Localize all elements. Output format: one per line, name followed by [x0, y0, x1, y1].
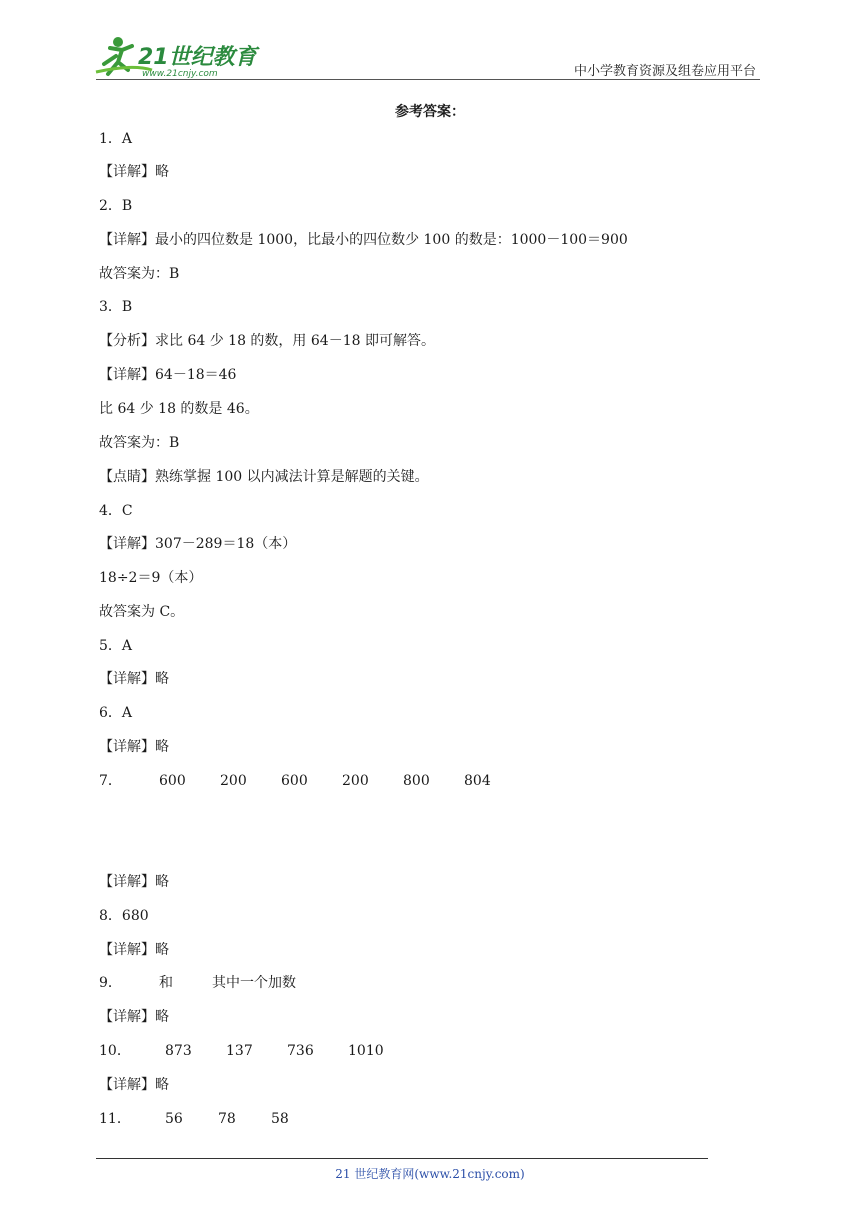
answer-line: 【详解】略 [99, 739, 169, 755]
question-number: 11． [99, 1111, 131, 1127]
answer-blank-value: 1010 [348, 1043, 384, 1059]
answer-blank-value: 600 [281, 773, 308, 789]
page-title: 参考答案： [395, 104, 465, 120]
answer-blank-value: 其中一个加数 [212, 975, 296, 991]
answer-blank-value: 56 [165, 1111, 183, 1127]
answer-blank-value: 78 [218, 1111, 236, 1127]
answer-line: 【详解】最小的四位数是 1000，比最小的四位数少 100 的数是：1000－100＝900 [99, 232, 628, 248]
answer-line: 8．680 [99, 908, 149, 924]
answer-blank-value: 800 [403, 773, 430, 789]
answer-blank-value: 和 [159, 975, 173, 991]
logo-url: www.21cnjy.com [142, 69, 218, 79]
question-number: 10． [99, 1043, 131, 1059]
answer-line: 【点睛】熟练掌握 100 以内减法计算是解题的关键。 [99, 469, 429, 485]
answer-line: 3．B [99, 299, 133, 315]
answer-line: 【分析】求比 64 少 18 的数，用 64－18 即可解答。 [99, 333, 435, 349]
answer-blank-value: 736 [287, 1043, 314, 1059]
answer-line: 【详解】略 [99, 164, 169, 180]
footer-divider [96, 1158, 708, 1159]
answer-line: 【详解】略 [99, 1009, 169, 1025]
answer-line: 故答案为：B [99, 266, 180, 282]
answer-fill-row [99, 1110, 324, 1128]
answer-line: 4．C [99, 503, 133, 519]
answer-fill-row [99, 1042, 409, 1060]
answer-line: 【详解】307－289＝18（本） [99, 536, 297, 552]
answer-line: 1．A [99, 131, 133, 147]
question-number: 9． [99, 975, 122, 991]
answer-line: 18÷2＝9（本） [99, 570, 203, 586]
answer-line: 【详解】略 [99, 1077, 169, 1093]
answer-blank-value: 200 [220, 773, 247, 789]
platform-name: 中小学教育资源及组卷应用平台 [573, 64, 756, 79]
answer-line: 故答案为 C。 [99, 604, 185, 620]
header-divider [96, 79, 760, 80]
answer-line: 6．A [99, 705, 133, 721]
site-logo [92, 34, 262, 80]
answer-blank-value: 200 [342, 773, 369, 789]
logo-text: 21世纪教育 [138, 45, 257, 70]
answer-line: 2．B [99, 198, 133, 214]
footer-text: 21 世纪教育网(www.21cnjy.com) [335, 1167, 525, 1181]
answer-line: 【详解】略 [99, 874, 169, 890]
answer-fill-row [99, 772, 525, 790]
answer-blank-value: 137 [226, 1043, 253, 1059]
answer-line: 5．A [99, 638, 133, 654]
answer-fill-row [99, 974, 296, 992]
answer-line: 比 64 少 18 的数是 46。 [99, 401, 259, 417]
answer-blank-value: 58 [271, 1111, 289, 1127]
answer-blank-value: 600 [159, 773, 186, 789]
answer-blank-value: 804 [464, 773, 491, 789]
answer-line: 故答案为：B [99, 435, 180, 451]
question-number: 7． [99, 773, 122, 789]
answer-blank-value: 873 [165, 1043, 192, 1059]
answer-line: 【详解】64－18＝46 [99, 367, 237, 383]
answer-line: 【详解】略 [99, 942, 169, 958]
answer-line: 【详解】略 [99, 671, 169, 687]
